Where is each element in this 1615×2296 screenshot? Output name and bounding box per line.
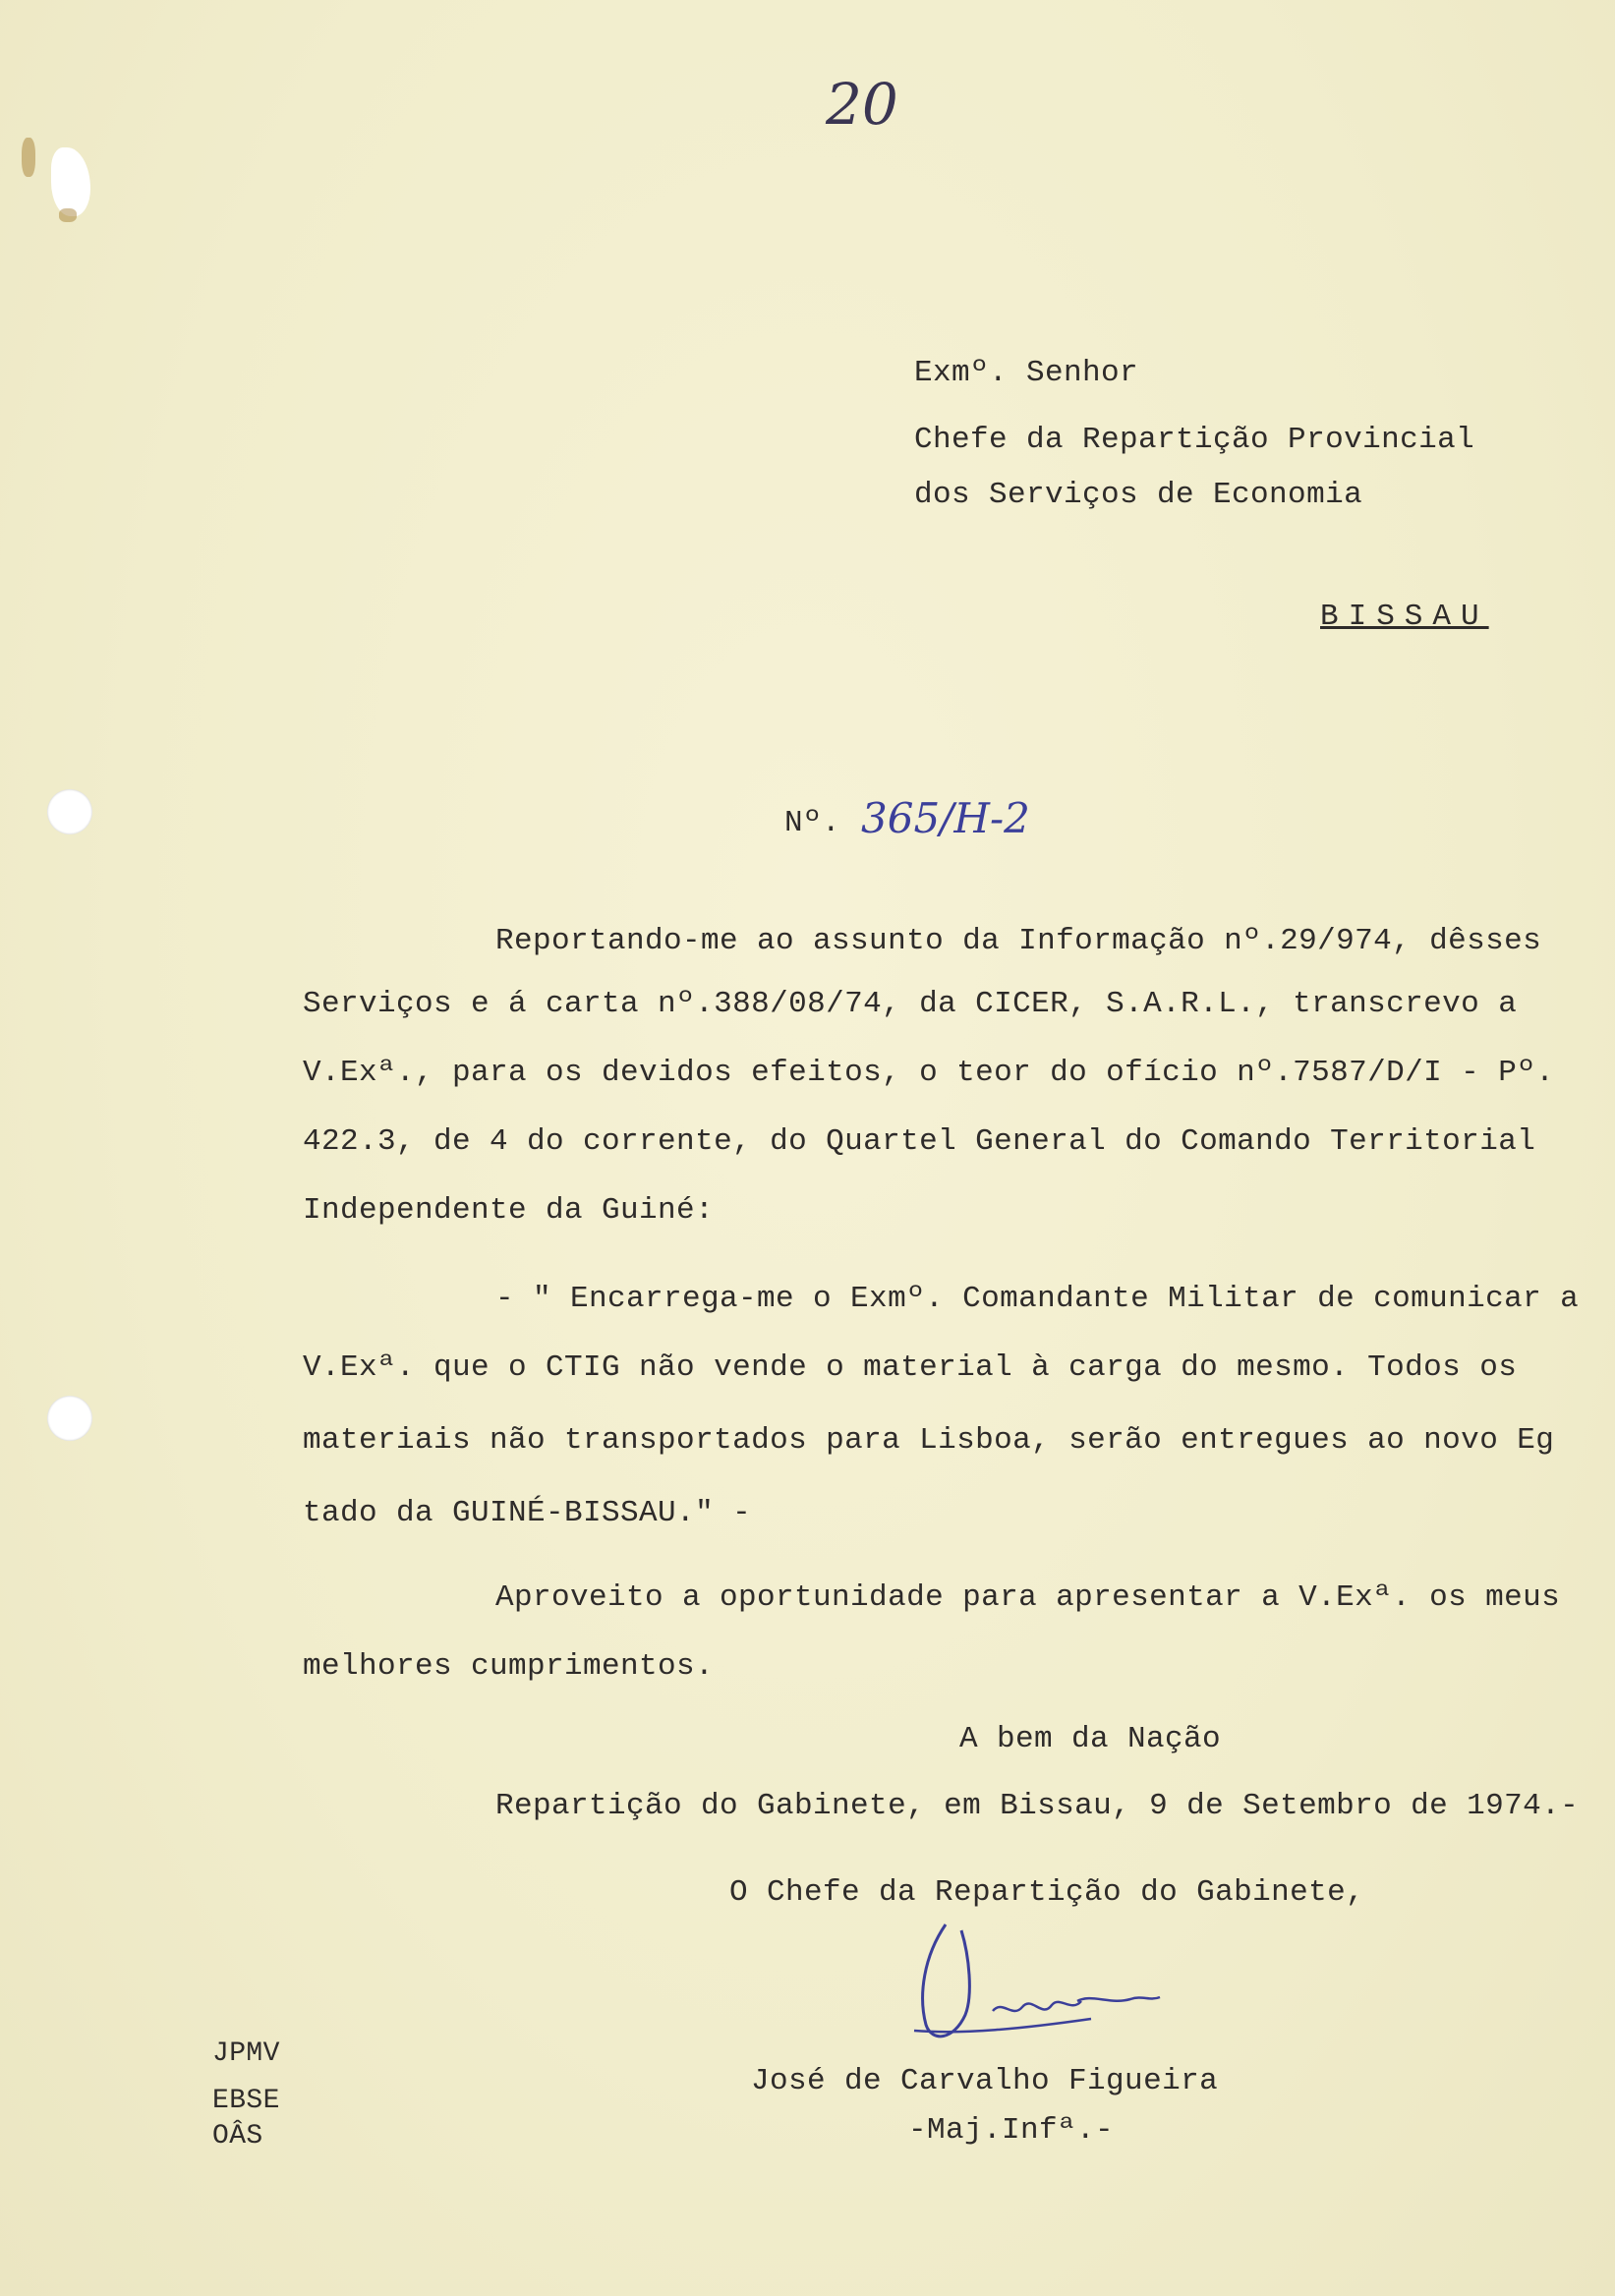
body-line: tado da GUINÉ-BISSAU." - — [303, 1496, 752, 1530]
reference-handwritten-number: 365/H-2 — [861, 794, 1030, 842]
body-line: V.Exª., para os devidos efeitos, o teor do ofício nº.7587/D/I - Pº. — [303, 1056, 1555, 1090]
addressee-salutation: Exmº. Senhor — [914, 356, 1139, 390]
initials-line: JPMV — [212, 2038, 280, 2069]
signer-title: O Chefe da Repartição do Gabinete, — [729, 1875, 1365, 1910]
reference-prefix: Nº. — [784, 806, 841, 840]
body-line: 422.3, de 4 do corrente, do Quartel General do Comando Territorial — [303, 1124, 1536, 1159]
signer-rank: -Maj.Infª.- — [908, 2113, 1115, 2148]
addressee-line1: Chefe da Repartição Provincial — [914, 423, 1475, 457]
initials-line: OÂS — [212, 2121, 263, 2152]
closing-place-date: Repartição do Gabinete, em Bissau, 9 de Setembro de 1974.- — [495, 1789, 1580, 1823]
paper-tear — [51, 147, 90, 216]
body-line: V.Exª. que o CTIG não vende o material à carga do mesmo. Todos os — [303, 1350, 1518, 1385]
body-line: Reportando-me ao assunto da Informação nº.29/974, dêsses — [495, 924, 1542, 958]
body-line: Independente da Guiné: — [303, 1193, 715, 1228]
addressee-city: BISSAU — [1320, 600, 1489, 634]
page-number: 20 — [826, 71, 898, 138]
body-line: Aproveito a oportunidade para apresentar a V.Exª. os meus — [495, 1580, 1561, 1615]
body-line: - " Encarrega-me o Exmº. Comandante Militar de comunicar a — [495, 1282, 1580, 1316]
body-line: materiais não transportados para Lisboa, serão entregues ao novo Eg — [303, 1423, 1555, 1458]
punch-hole-top — [47, 789, 92, 834]
punch-hole-bottom — [47, 1396, 92, 1441]
handwritten-signature — [885, 1917, 1209, 2054]
addressee-line2: dos Serviços de Economia — [914, 478, 1363, 512]
signer-name: José de Carvalho Figueira — [751, 2064, 1219, 2098]
body-line: Serviços e á carta nº.388/08/74, da CICER, S.A.R.L., transcrevo a — [303, 987, 1518, 1021]
rust-stain — [22, 138, 35, 177]
closing-motto: A bem da Nação — [959, 1722, 1222, 1756]
body-line: melhores cumprimentos. — [303, 1649, 715, 1684]
initials-line: EBSE — [212, 2086, 280, 2116]
rust-stain — [59, 208, 77, 222]
